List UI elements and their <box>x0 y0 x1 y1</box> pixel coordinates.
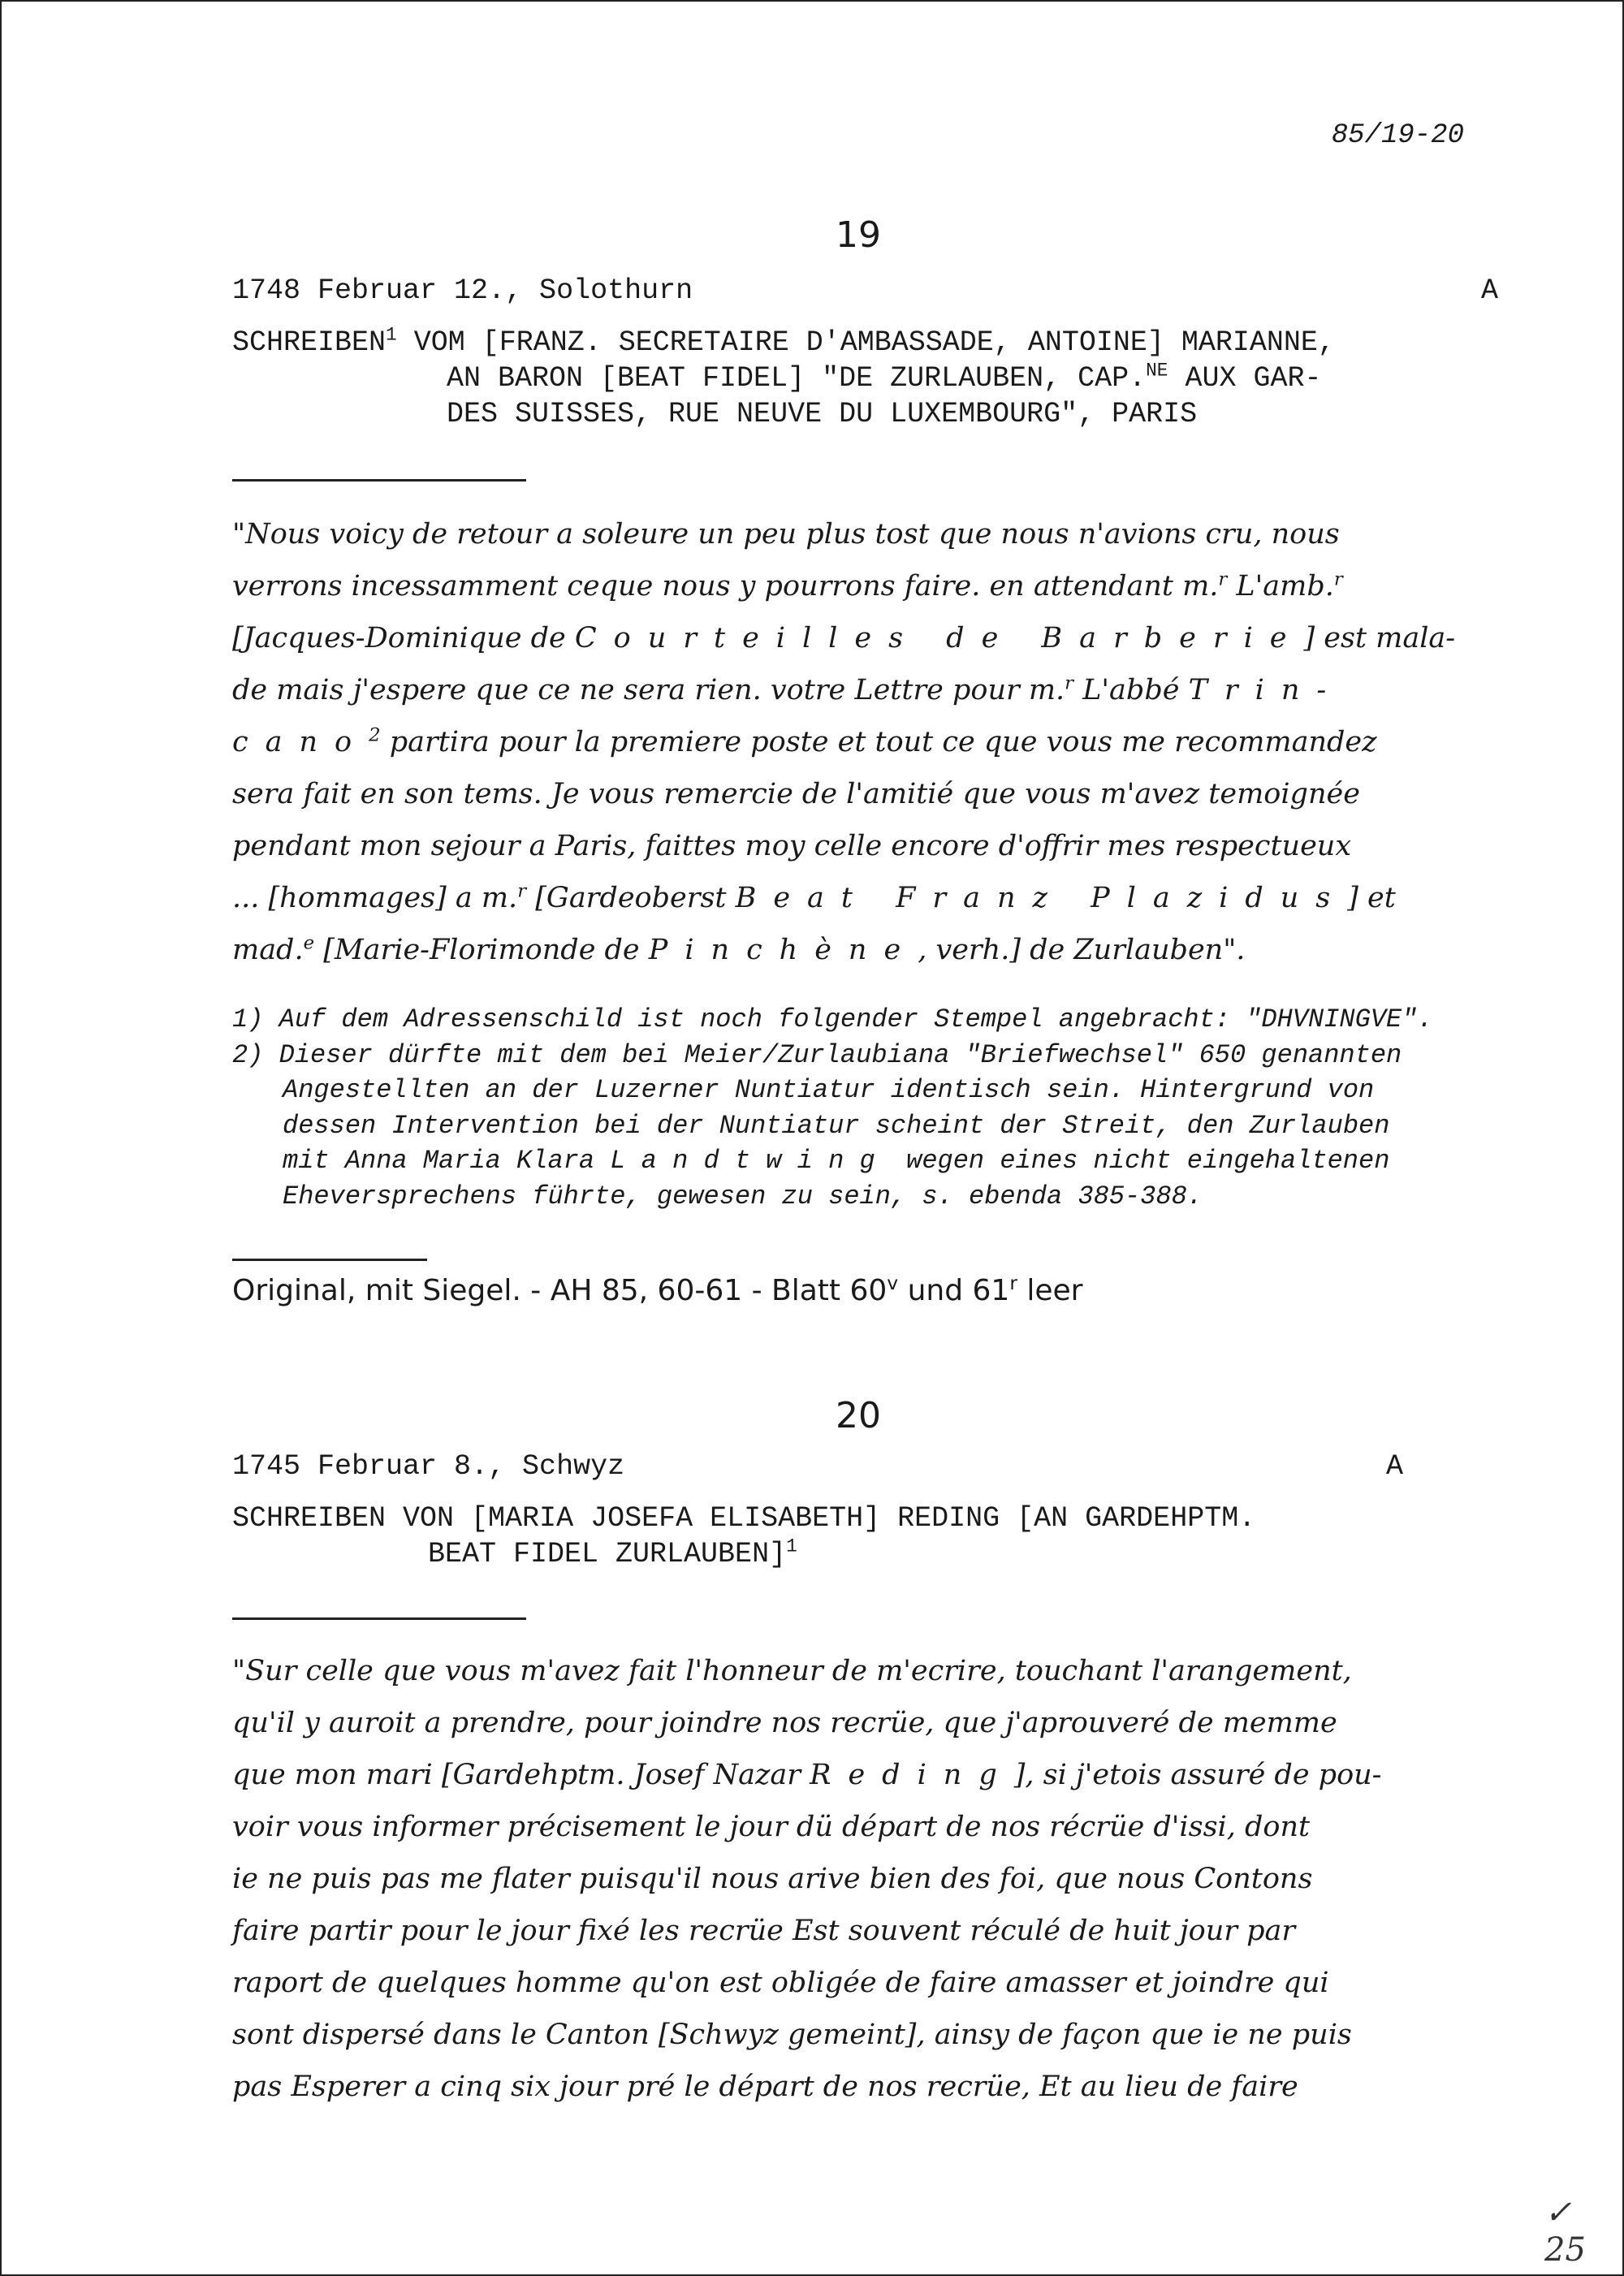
quote-19: "Nous voicy de retour a soleure un peu plus tost que nous n'avions cru, nous verrons incessamment ceque nous y pourrons faire. en attendant m.$^r$ L'amb.$^r$ [Jacques-Dominique de Courteilles de Barberie] est mala- de mais j'espere que ce ne sera rien. votre Lettre pour m.$^r$ L'abbé Trin- cano$^2$ partira pour la premiere poste et tout ce que vous me recommandez sera fait en son tems. Je vous remercie de l'amitié que vous m'avez temoignée pendant mon sejour a Paris, faittes moy celle encore d'offrir mes respectueux ... [hommages] a m.$^r$ [Gardeoberst Beat Franz Plazidus] et mad.$^e$ [Marie-Florimonde de Pinchène, verh.] de Zurlauben". <box>232 518 1456 966</box>
section-rule <box>232 479 526 482</box>
date-place-20: 1745 Februar 8., Schwyz <box>232 1450 625 1483</box>
section-rule <box>232 1617 526 1620</box>
footnote-2: 2) Dieser dürfte mit dem bei Meier/Zurlaubiana "Briefwechsel" 650 genannten <box>232 1039 1402 1070</box>
type-mark-19: A <box>1480 274 1498 307</box>
original-note-19: Original, mit Siegel. - AH 85, 60-61 - Blatt 60$^v$ und 61$^r$ leer <box>232 1272 1083 1307</box>
footnotes-19: 1) Auf dem Adressenschild ist noch folgender Stempel angebracht: "DHVNINGVE". 2) Dieser dürfte mit dem bei Meier/Zurlaubiana "Briefwechsel" 650 genannten Angestellten an der Luzerner Nuntiatur identisch sein. Hintergrund von dessen Intervention bei der Nuntiatur scheint der Streit, den Zurlauben mit Anna Maria Klara Landtwing wegen eines nicht eingehaltenen Eheversprechens führte, gewesen zu sein, s. ebenda 385-388. <box>232 1002 1613 1214</box>
heading-20: SCHREIBEN VON [MARIA JOSEFA ELISABETH] REDING [AN GARDEHPTM. BEAT FIDEL ZURLAUBEN]$^1$ <box>232 1502 1256 1570</box>
footnote-1: 1) Auf dem Adressenschild ist noch folgender Stempel angebracht: "DHVNINGVE". <box>232 1004 1433 1034</box>
quote-20: "Sur celle que vous m'avez fait l'honneur de m'ecrire, touchant l'arangement, qu'il y auroit a prendre, pour joindre nos recrüe, que j'aprouveré de memme que mon mari [Gardehptm. Josef Nazar Reding], si j'etois assuré de pou- voir vous informer précisement le jour dü départ de nos récrüe d'issi, dont ie ne puis pas me flater puisqu'il nous arive bien des foi, que nous Contons faire partir pour le jour fixé les recrüe Est souvent réculé de huit jour par raport de quelques homme qu'on est obligée de faire amasser et joindre qui sont dispersé dans le Canton [Schwyz gemeint], ainsy de façon que ie ne puis pas Esperer a cinq six jour pré le départ de nos recrüe, Et au lieu de faire <box>232 1655 1382 2103</box>
section-rule <box>232 1259 427 1261</box>
type-mark-20: A <box>1386 1450 1404 1483</box>
page-reference: 85/19-20 <box>1331 120 1464 151</box>
heading-19: SCHREIBEN$^1$ VOM [FRANZ. SECRETAIRE D'AMBASSADE, ANTOINE] MARIANNE, AN BARON [BEAT FIDEL] "DE ZURLAUBEN, CAP.$^{NE}$ AUX GAR- DES SUISSES, RUE NEUVE DU LUXEMBOURG", PARIS <box>232 324 1335 430</box>
date-place-19: 1748 Februar 12., Solothurn <box>232 274 693 307</box>
document-number-19: 19 <box>836 214 881 256</box>
handwritten-mark: ✓ 25 <box>1544 2194 1586 2269</box>
document-number-20: 20 <box>836 1395 881 1436</box>
